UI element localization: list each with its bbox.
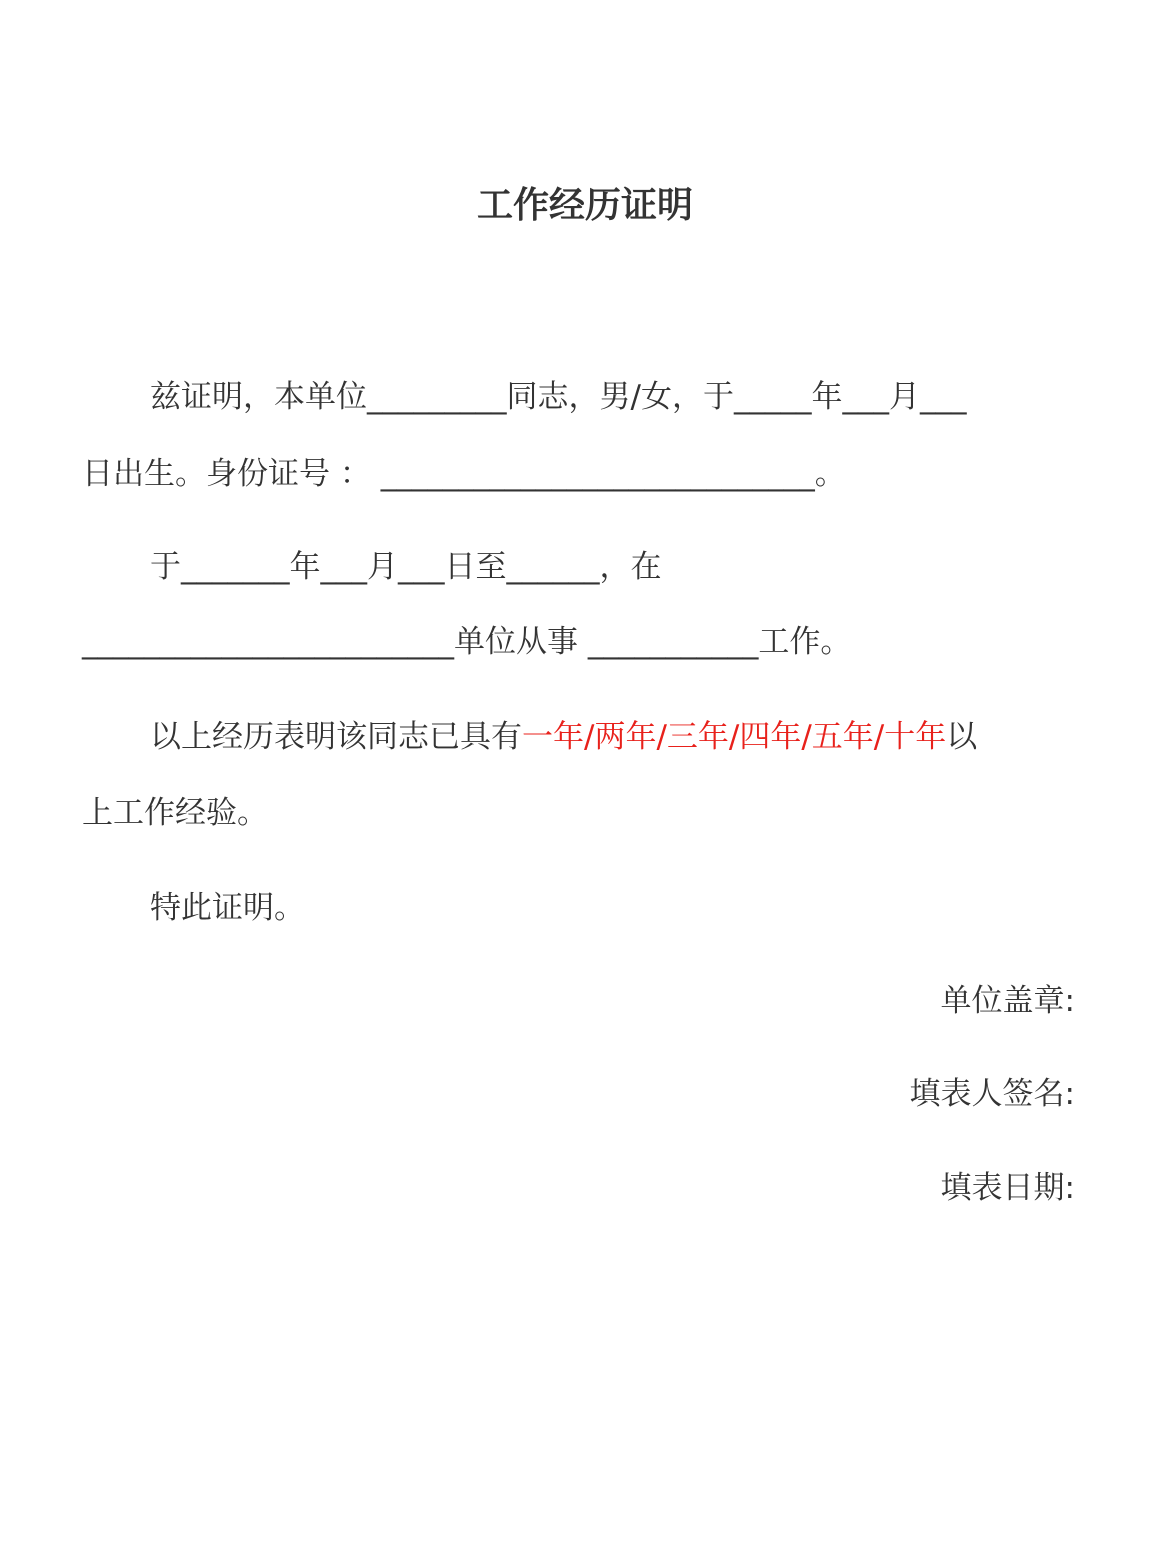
experience-years-highlight: 一年/两年/三年/四年/五年/十年 <box>522 719 947 755</box>
paragraph-2-line-1: 于_______年___月___日至______，在 <box>150 549 662 585</box>
paragraph-2-line-2: ________________________单位从事 ___________工作。 <box>82 624 852 660</box>
paragraph-3-line-1 <box>150 713 977 761</box>
paragraph-3-line-2: 上工作经验。 <box>82 795 268 831</box>
date-label: 填表日期: <box>940 1170 1075 1206</box>
experience-suffix: 以 <box>946 719 978 755</box>
signer-label: 填表人签名: <box>909 1076 1075 1112</box>
paragraph-1-line-2: 日出生。身份证号 ： ____________________________。 <box>82 456 846 492</box>
experience-prefix: 以上经历表明该同志已具有 <box>150 719 522 755</box>
seal-label: 单位盖章: <box>940 983 1075 1019</box>
page-title: 工作经历证明 <box>476 185 693 226</box>
closing-statement: 特此证明。 <box>150 890 305 926</box>
paragraph-1-line-1: 兹证明，本单位_________同志，男/女，于_____年___月___ <box>150 379 967 415</box>
